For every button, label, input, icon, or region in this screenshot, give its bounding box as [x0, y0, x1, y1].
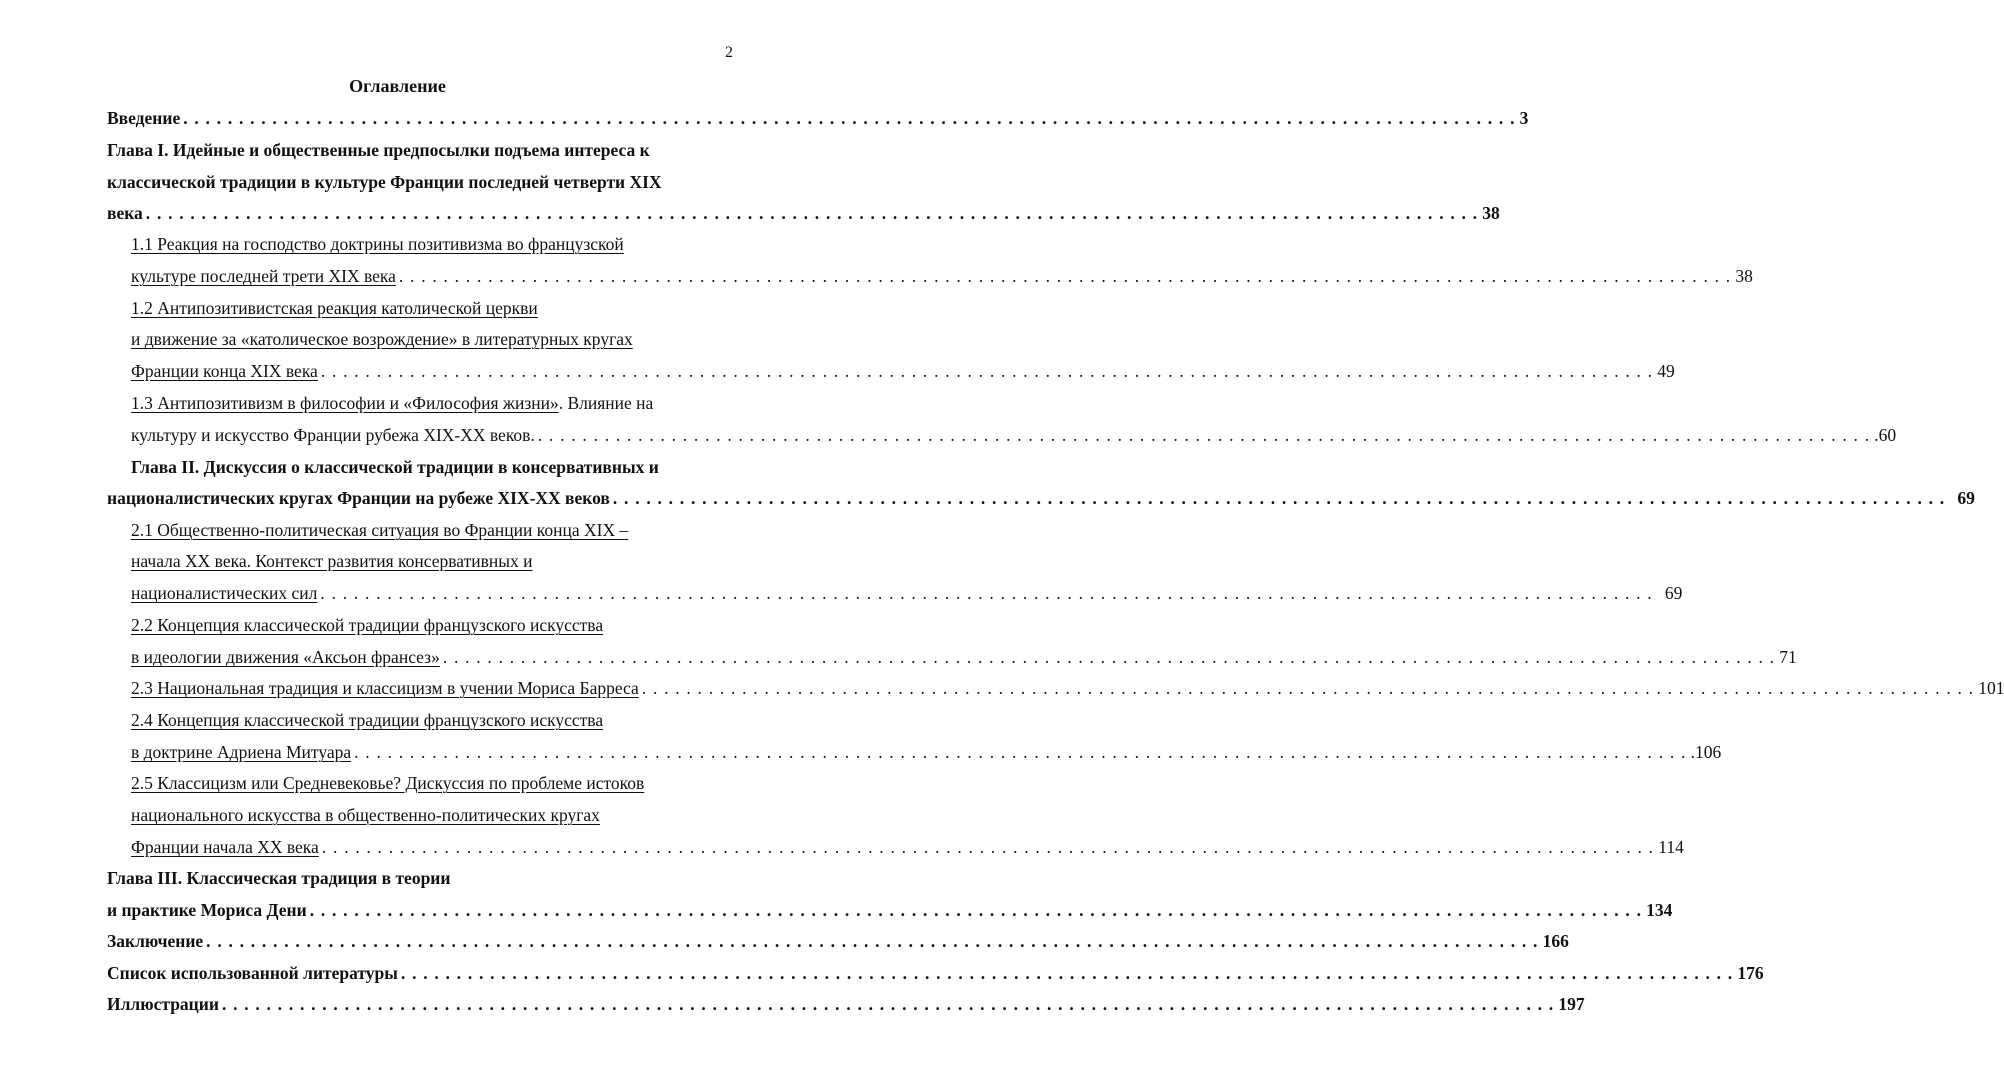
leader-dots: . . . . . . . . . . . . . . . . . . . . . . . . . . . . . . . . . . . . . . . . . . . . . . . . . . . . . . . . . . . . . . . . . . . . . . . . . . . . . . . . . . . . . . . . . . . . . . . . . . . . . . . . . . . . . . . . . . . . . . . . [320, 361, 1654, 381]
toc-chapter-3-line-2[interactable] [107, 898, 1673, 922]
toc-chapter-1-line-1[interactable]: Глава I. Идейные и общественные предпосылки подъема интереса к [107, 140, 650, 160]
toc-entry-text: в доктрине Адриена Митуара [131, 742, 352, 762]
toc-entry-intro[interactable] [107, 106, 1529, 130]
toc-entry-page: 134 [1646, 900, 1673, 920]
leader-dots: . . . . . . . . . . . . . . . . . . . . . . . . . . . . . . . . . . . . . . . . . . . . . . . . . . . . . . . . . . . . . . . . . . . . . . . . . . . . . . . . . . . . . . . . . . . . . . . . . . . . . . . . . . . . . . . . . . . . . . . . [398, 266, 1732, 286]
page-number: 2 [725, 44, 733, 61]
leader-dots: . . . . . . . . . . . . . . . . . . . . . . . . . . . . . . . . . . . . . . . . . . . . . . . . . . . . . . . . . . . . . . . . . . . . . . . . . . . . . . . . . . . . . . . . . . . . . . . . . . . . . . . . . . . . . . . . . . . . . . . . [400, 963, 1734, 983]
toc-entry-text: Заключение [107, 931, 204, 951]
leader-dots: . . . . . . . . . . . . . . . . . . . . . . . . . . . . . . . . . . . . . . . . . . . . . . . . . . . . . . . . . . . . . . . . . . . . . . . . . . . . . . . . . . . . . . . . . . . . . . . . . . . . . . . . . . . . . . . . . . . . . . . . [183, 108, 1516, 128]
toc-title: Оглавление [349, 76, 446, 96]
toc-entry-conclusion[interactable] [107, 929, 1569, 953]
toc-section-2-4-line-2[interactable] [131, 740, 1722, 764]
toc-entry-text: Франции начала XX века [131, 837, 319, 857]
toc-entry-text: культуру и искусство Франции рубежа XIX-XX веков. [131, 425, 535, 445]
toc-entry-page: 49 [1657, 361, 1675, 381]
leader-dots: . . . . . . . . . . . . . . . . . . . . . . . . . . . . . . . . . . . . . . . . . . . . . . . . . . . . . . . . . . . . . . . . . . . . . . . . . . . . . . . . . . . . . . . . . . . . . . . . . . . . . . . . . . . . . . . . . . . . . . . . [206, 931, 1539, 951]
toc-chapter-1-line-3[interactable] [107, 201, 1500, 225]
toc-entry-page: 69 [1664, 583, 1683, 603]
toc-entry-text: националистических кругах Франции на рубеже XIX-XX веков [107, 488, 610, 508]
toc-entry-page: 3 [1519, 108, 1529, 128]
toc-entry-page: 101 [1978, 678, 2004, 698]
toc-section-2-5-line-2[interactable]: национального искусства в общественно-политических кругах [131, 805, 600, 825]
toc-section-1-1-line-2[interactable] [131, 264, 1753, 288]
toc-entry-text-continued: . Влияние на [558, 393, 654, 413]
toc-entry-illustrations[interactable] [107, 992, 1585, 1016]
toc-entry-text: 1.3 Антипозитивизм в философии и «Философия жизни» [131, 393, 559, 413]
toc-entry-text: Иллюстрации [107, 994, 219, 1014]
toc-section-2-1-line-1[interactable]: 2.1 Общественно-политическая ситуация во Франции конца XIX – [131, 520, 629, 540]
toc-chapter-2-line-1[interactable]: Глава II. Дискуссия о классической традиции в консервативных и [131, 457, 659, 477]
leader-dots: . . . . . . . . . . . . . . . . . . . . . . . . . . . . . . . . . . . . . . . . . . . . . . . . . . . . . . . . . . . . . . . . . . . . . . . . . . . . . . . . . . . . . . . . . . . . . . . . . . . . . . . . . . . . . . . . . . . . . . . . [612, 488, 1946, 508]
toc-entry-page: 38 [1482, 203, 1500, 223]
toc-entry-page: .60 [1874, 425, 1897, 445]
toc-entry-text: века [107, 203, 143, 223]
leader-dots: . . . . . . . . . . . . . . . . . . . . . . . . . . . . . . . . . . . . . . . . . . . . . . . . . . . . . . . . . . . . . . . . . . . . . . . . . . . . . . . . . . . . . . . . . . . . . . . . . . . . . . . . . . . . . . . . . . . . . . . . [442, 647, 1776, 667]
toc-entry-page: 176 [1737, 963, 1764, 983]
toc-entry-text: и практике Мориса Дени [107, 900, 307, 920]
leader-dots: . . . . . . . . . . . . . . . . . . . . . . . . . . . . . . . . . . . . . . . . . . . . . . . . . . . . . . . . . . . . . . . . . . . . . . . . . . . . . . . . . . . . . . . . . . . . . . . . . . . . . . . . . . . . . . . . . . . . . . . . [145, 203, 1479, 223]
toc-section-2-3-line-1[interactable] [131, 676, 2004, 700]
toc-entry-references[interactable] [107, 961, 1764, 985]
toc-section-2-5-line-3[interactable] [131, 835, 1684, 859]
toc-chapter-1-line-2[interactable]: классической традиции в культуре Франции последней четверти XIX [107, 172, 662, 192]
leader-dots: . . . . . . . . . . . . . . . . . . . . . . . . . . . . . . . . . . . . . . . . . . . . . . . . . . . . . . . . . . . . . . . . . . . . . . . . . . . . . . . . . . . . . . . . . . . . . . . . . . . . . . . . . . . . . . . . . . . . . . . . [641, 678, 1975, 698]
toc-entry-page: .106 [1690, 742, 1722, 762]
toc-entry-page: 166 [1542, 931, 1569, 951]
toc-section-2-2-line-1[interactable]: 2.2 Концепция классической традиции французского искусства [131, 615, 604, 635]
toc-entry-text: Введение [107, 108, 181, 128]
toc-section-2-1-line-2[interactable]: начала XX века. Контекст развития консервативных и [131, 551, 533, 571]
leader-dots: . . . . . . . . . . . . . . . . . . . . . . . . . . . . . . . . . . . . . . . . . . . . . . . . . . . . . . . . . . . . . . . . . . . . . . . . . . . . . . . . . . . . . . . . . . . . . . . . . . . . . . . . . . . . . . . . . . . . . . . . [321, 837, 1655, 857]
toc-section-2-1-line-3[interactable] [131, 581, 1683, 605]
toc-chapter-2-line-2[interactable] [107, 486, 1975, 510]
leader-dots: . . . . . . . . . . . . . . . . . . . . . . . . . . . . . . . . . . . . . . . . . . . . . . . . . . . . . . . . . . . . . . . . . . . . . . . . . . . . . . . . . . . . . . . . . . . . . . . . . . . . . . . . . . . . . . . . . . . . . . . . [537, 425, 1871, 445]
toc-entry-page: 38 [1735, 266, 1753, 286]
toc-entry-text: Список использованной литературы [107, 963, 398, 983]
toc-section-2-5-line-1[interactable]: 2.5 Классицизм или Средневековье? Дискуссия по проблеме истоков [131, 773, 645, 793]
toc-section-1-2-line-2[interactable]: и движение за «католическое возрождение» в литературных кругах [131, 329, 633, 349]
toc-entry-page: 197 [1558, 994, 1585, 1014]
toc-section-1-1-line-1[interactable]: 1.1 Реакция на господство доктрины позитивизма во французской [131, 234, 624, 254]
leader-dots: . . . . . . . . . . . . . . . . . . . . . . . . . . . . . . . . . . . . . . . . . . . . . . . . . . . . . . . . . . . . . . . . . . . . . . . . . . . . . . . . . . . . . . . . . . . . . . . . . . . . . . . . . . . . . . . . . . . . . . . . [354, 742, 1687, 762]
toc-entry-page: 71 [1779, 647, 1797, 667]
leader-dots: . . . . . . . . . . . . . . . . . . . . . . . . . . . . . . . . . . . . . . . . . . . . . . . . . . . . . . . . . . . . . . . . . . . . . . . . . . . . . . . . . . . . . . . . . . . . . . . . . . . . . . . . . . . . . . . . . . . . . . . . [320, 583, 1653, 603]
toc-section-2-4-line-1[interactable]: 2.4 Концепция классической традиции французского искусства [131, 710, 604, 730]
toc-entry-text: в идеологии движения «Аксьон франсез» [131, 647, 440, 667]
toc-entry-text: 2.3 Национальная традиция и классицизм в учении Мориса Барреса [131, 678, 639, 698]
toc-entry-page: 69 [1957, 488, 1975, 508]
toc-entry-text: культуре последней трети XIX века [131, 266, 396, 286]
toc-entry-text: националистических сил [131, 583, 318, 603]
toc-section-2-2-line-2[interactable] [131, 645, 1797, 669]
toc-entry-page: 114 [1658, 837, 1684, 857]
toc-section-1-2-line-1[interactable]: 1.2 Антипозитивистская реакция католической церкви [131, 298, 538, 318]
toc-section-1-3-line-1[interactable] [131, 391, 653, 415]
toc-chapter-3-line-1[interactable]: Глава III. Классическая традиция в теории [107, 868, 451, 888]
leader-dots: . . . . . . . . . . . . . . . . . . . . . . . . . . . . . . . . . . . . . . . . . . . . . . . . . . . . . . . . . . . . . . . . . . . . . . . . . . . . . . . . . . . . . . . . . . . . . . . . . . . . . . . . . . . . . . . . . . . . . . . . [221, 994, 1555, 1014]
toc-section-1-2-line-3[interactable] [131, 359, 1675, 383]
toc-section-1-3-line-2[interactable] [131, 423, 1897, 447]
leader-dots: . . . . . . . . . . . . . . . . . . . . . . . . . . . . . . . . . . . . . . . . . . . . . . . . . . . . . . . . . . . . . . . . . . . . . . . . . . . . . . . . . . . . . . . . . . . . . . . . . . . . . . . . . . . . . . . . . . . . . . . . [309, 900, 1643, 920]
toc-entry-text: Франции конца XIX века [131, 361, 318, 381]
